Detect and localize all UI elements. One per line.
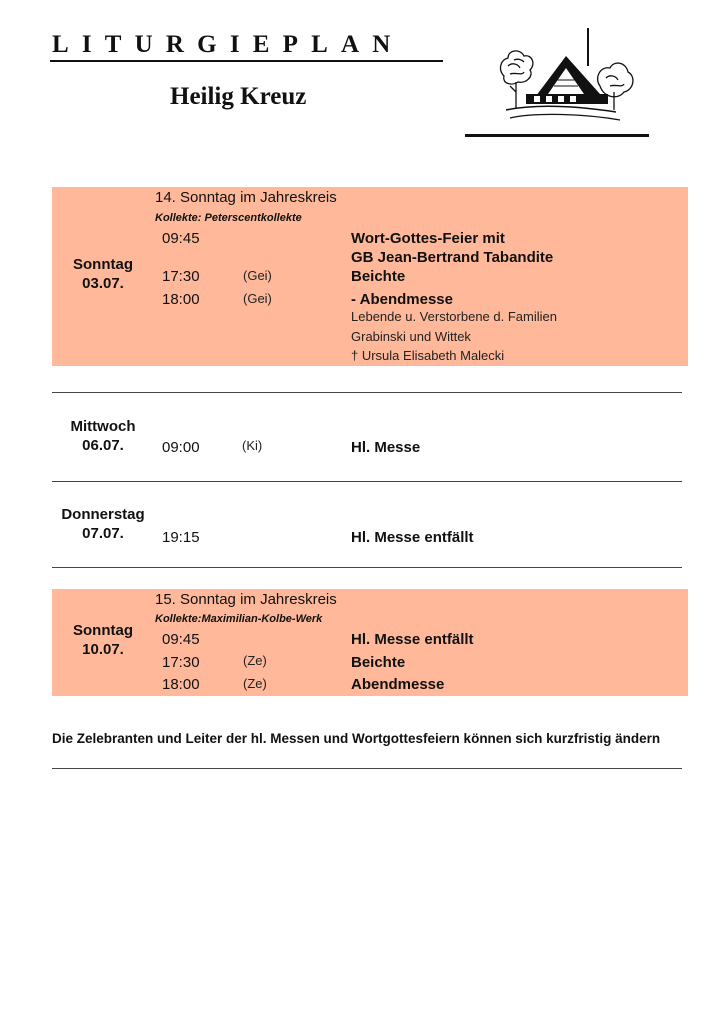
service-time: 18:00: [162, 291, 200, 308]
service-time: 17:30: [162, 268, 200, 285]
day-label: Sonntag: [73, 256, 133, 273]
date-label: 10.07.: [82, 641, 124, 658]
logo-underline: [465, 134, 649, 137]
service-time: 09:45: [162, 230, 200, 247]
intention-note: † Ursula Elisabeth Malecki: [351, 348, 505, 363]
celebrant-label: (Ze): [243, 676, 267, 691]
service-title: Beichte: [351, 654, 406, 671]
celebrant-label: (Ze): [243, 653, 267, 668]
sunday-heading: 15. Sonntag im Jahreskreis: [155, 591, 337, 608]
celebrant-label: (Gei): [243, 268, 272, 283]
service-title: Wort-Gottes-Feier mit: [351, 230, 505, 247]
title-underline: [50, 60, 443, 62]
celebrant-label: (Gei): [243, 291, 272, 306]
celebrant-label: (Ki): [242, 438, 263, 453]
service-title: Abendmesse: [351, 676, 445, 693]
divider: [52, 567, 682, 568]
service-time: 17:30: [162, 654, 200, 671]
service-title: Hl. Messe entfällt: [351, 631, 474, 648]
church-icon: [506, 28, 620, 120]
church-logo: [496, 26, 636, 124]
divider: [52, 392, 682, 393]
date-label: 03.07.: [82, 275, 124, 292]
day-label: Donnerstag: [61, 506, 145, 523]
service-title: - Abendmesse: [351, 291, 453, 308]
kollekte-label: Kollekte: Peterscentkollekte: [155, 212, 302, 224]
page-title: LITURGIEPLAN: [52, 31, 404, 58]
service-time: 18:00: [162, 676, 200, 693]
sunday-heading: 14. Sonntag im Jahreskreis: [155, 189, 337, 206]
service-title: Beichte: [351, 268, 406, 285]
intention-note: Grabinski und Wittek: [351, 329, 471, 344]
service-title: Hl. Messe: [351, 439, 421, 456]
service-time: 09:45: [162, 631, 200, 648]
intention-note: Lebende u. Verstorbene d. Familien: [351, 309, 557, 324]
service-title-line2: GB Jean-Bertrand Tabandite: [351, 249, 554, 266]
day-label: Sonntag: [73, 622, 133, 639]
day-label: Mittwoch: [70, 418, 136, 435]
date-label: 07.07.: [82, 525, 124, 542]
service-time: 19:15: [162, 529, 200, 546]
footer-note: Die Zelebranten und Leiter der hl. Messen und Wortgottesfeiern können sich kurzfristig ändern: [52, 731, 661, 746]
service-title: Hl. Messe entfällt: [351, 529, 474, 546]
parish-name: Heilig Kreuz: [170, 83, 307, 110]
date-label: 06.07.: [82, 437, 124, 454]
divider: [52, 481, 682, 482]
footer-divider: [52, 768, 682, 769]
kollekte-label: Kollekte:Maximilian-Kolbe-Werk: [155, 613, 323, 625]
service-time: 09:00: [162, 439, 200, 456]
